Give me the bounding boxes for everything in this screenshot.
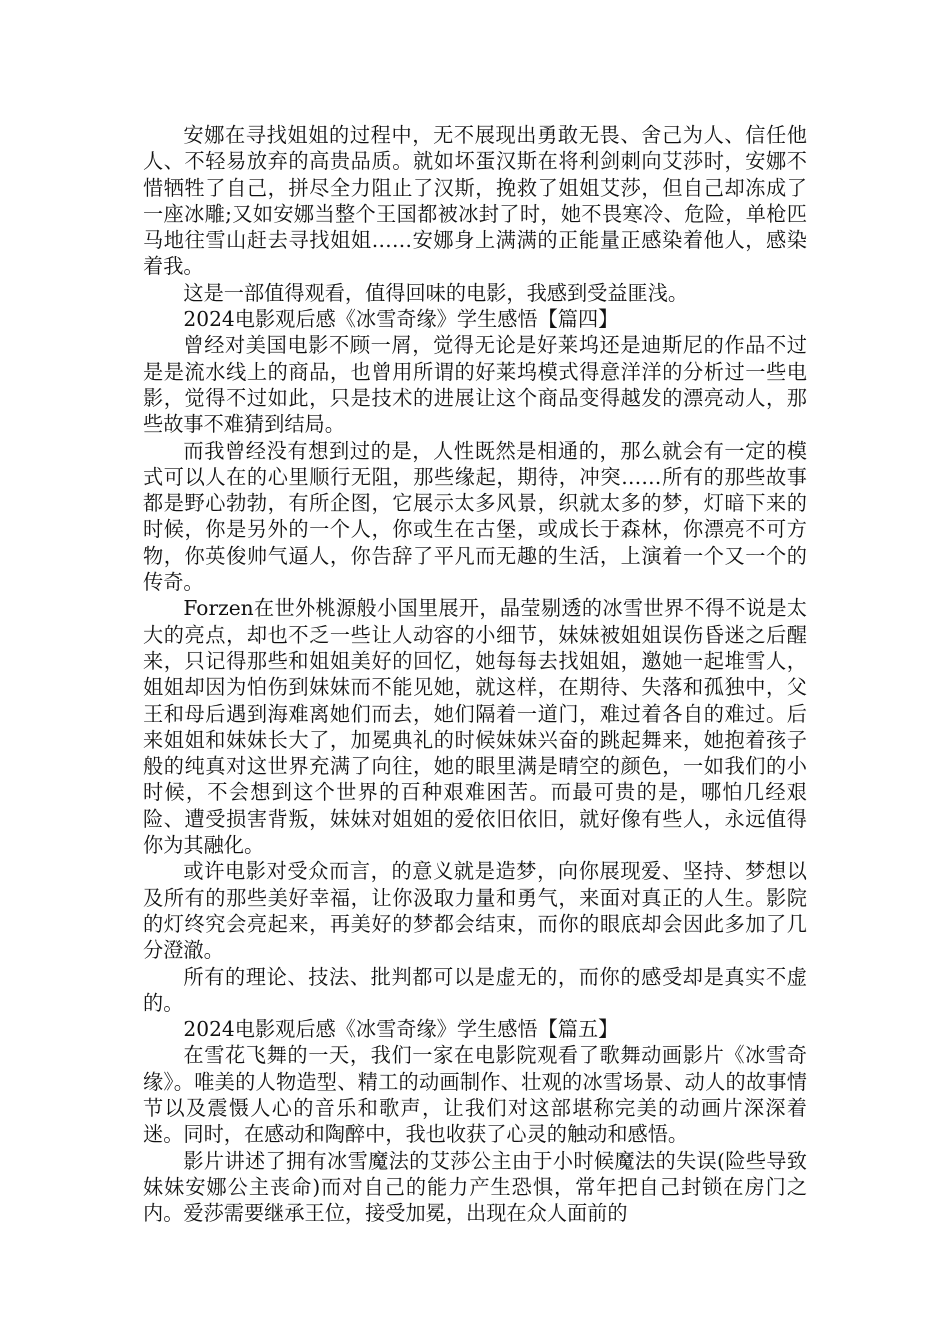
paragraph-forzen-story: Forzen在世外桃源般小国里展开，晶莹剔透的冰雪世界不得不说是太大的亮点，却也不乏一些让人动容的小细节，妹妹被姐姐误伤昏迷之后醒来，只记得那些和姐姐美好的回忆，她每每去找姐姐，邀她一起堆雪人，姐姐却因为怕伤到妹妹而不能见她，就这样，在期待、失落和孤独中，父王和母后遇到海难离她们而去，她们隔着一道门，难过着各自的难过。后来姐姐和妹妹长大了，加冕典礼的时候妹妹兴奋的跳起舞来，她抱着孩子般的纯真对这世界充满了向往，她的眼里满是晴空的颜色，一如我们的小时候，不会想到这个世界的百种艰难困苦。而最可贵的是，哪怕几经艰险、遭受损害背叛，妹妹对姐姐的爱依旧依旧，就好像有些人，永远值得你为其融化。: [143, 596, 807, 858]
section-heading-part-four: 2024电影观后感《冰雪奇缘》学生感悟【篇四】: [183, 307, 619, 332]
paragraph-human-nature: 而我曾经没有想到过的是，人性既然是相通的，那么就会有一定的模式可以人在的心里顺行无阻，那些缘起，期待，冲突……所有的那些故事都是野心勃勃，有所企图，它展示太多风景，织就太多的梦，灯暗下来的时候，你是另外的一个人，你或生在古堡，或成长于森林，你漂亮不可方物，你英俊帅气逼人，你告辞了平凡而无趣的生活，上演着一个又一个的传奇。: [143, 438, 807, 595]
paragraph-hollywood-disdain: 曾经对美国电影不顾一屑，觉得无论是好莱坞还是迪斯尼的作品不过是是流水线上的商品，也曾用所谓的好莱坞模式得意洋洋的分析过一些电影，觉得不过如此，只是技术的进展让这个商品变得越发的漂亮动人，那些故事不难猜到结局。: [143, 333, 807, 437]
paragraph-worth-watching: 这是一部值得观看，值得回味的电影，我感到受益匪浅。: [183, 280, 689, 305]
paragraph-anna-qualities: 安娜在寻找姐姐的过程中，无不展现出勇敢无畏、舍己为人、信任他人、不轻易放弃的高贵品质。就如坏蛋汉斯在将利剑刺向艾莎时，安娜不惜牺牲了自己，拼尽全力阻止了汉斯，挽救了姐姐艾莎，但自己却冻成了一座冰雕;又如安娜当整个王国都被冰封了时，她不畏寒冷、危险，单枪匹马地往雪山赶去寻找姐姐……安娜身上满满的正能量正感染着他人，感染着我。: [143, 123, 807, 279]
paragraph-snowy-day: 在雪花飞舞的一天，我们一家在电影院观看了歌舞动画影片《冰雪奇缘》。唯美的人物造型、精工的动画制作、壮观的冰雪场景、动人的故事情节以及震慑人心的音乐和歌声，让我们对这部堪称完美的动画片深深着迷。同时，在感动和陶醉中，我也收获了心灵的触动和感悟。: [143, 1043, 807, 1147]
paragraph-plot-summary: 影片讲述了拥有冰雪魔法的艾莎公主由于小时候魔法的失误(险些导致妹妹安娜公主丧命)而对自己的能力产生恐惧，常年把自己封锁在房门之内。爱莎需要继承王位，接受加冕，出现在众人面前的: [143, 1148, 807, 1226]
document-page: [143, 122, 807, 1226]
section-heading-part-five: 2024电影观后感《冰雪奇缘》学生感悟【篇五】: [183, 1017, 619, 1042]
paragraph-real-feelings: 所有的理论、技法、批判都可以是虚无的，而你的感受却是真实不虚的。: [143, 964, 807, 1015]
paragraph-dream-making: 或许电影对受众而言，的意义就是造梦，向你展现爱、坚持、梦想以及所有的那些美好幸福，让你汲取力量和勇气，来面对真正的人生。影院的灯终究会亮起来，再美好的梦都会结束，而你的眼底却会因此多加了几分澄澈。: [143, 859, 807, 963]
